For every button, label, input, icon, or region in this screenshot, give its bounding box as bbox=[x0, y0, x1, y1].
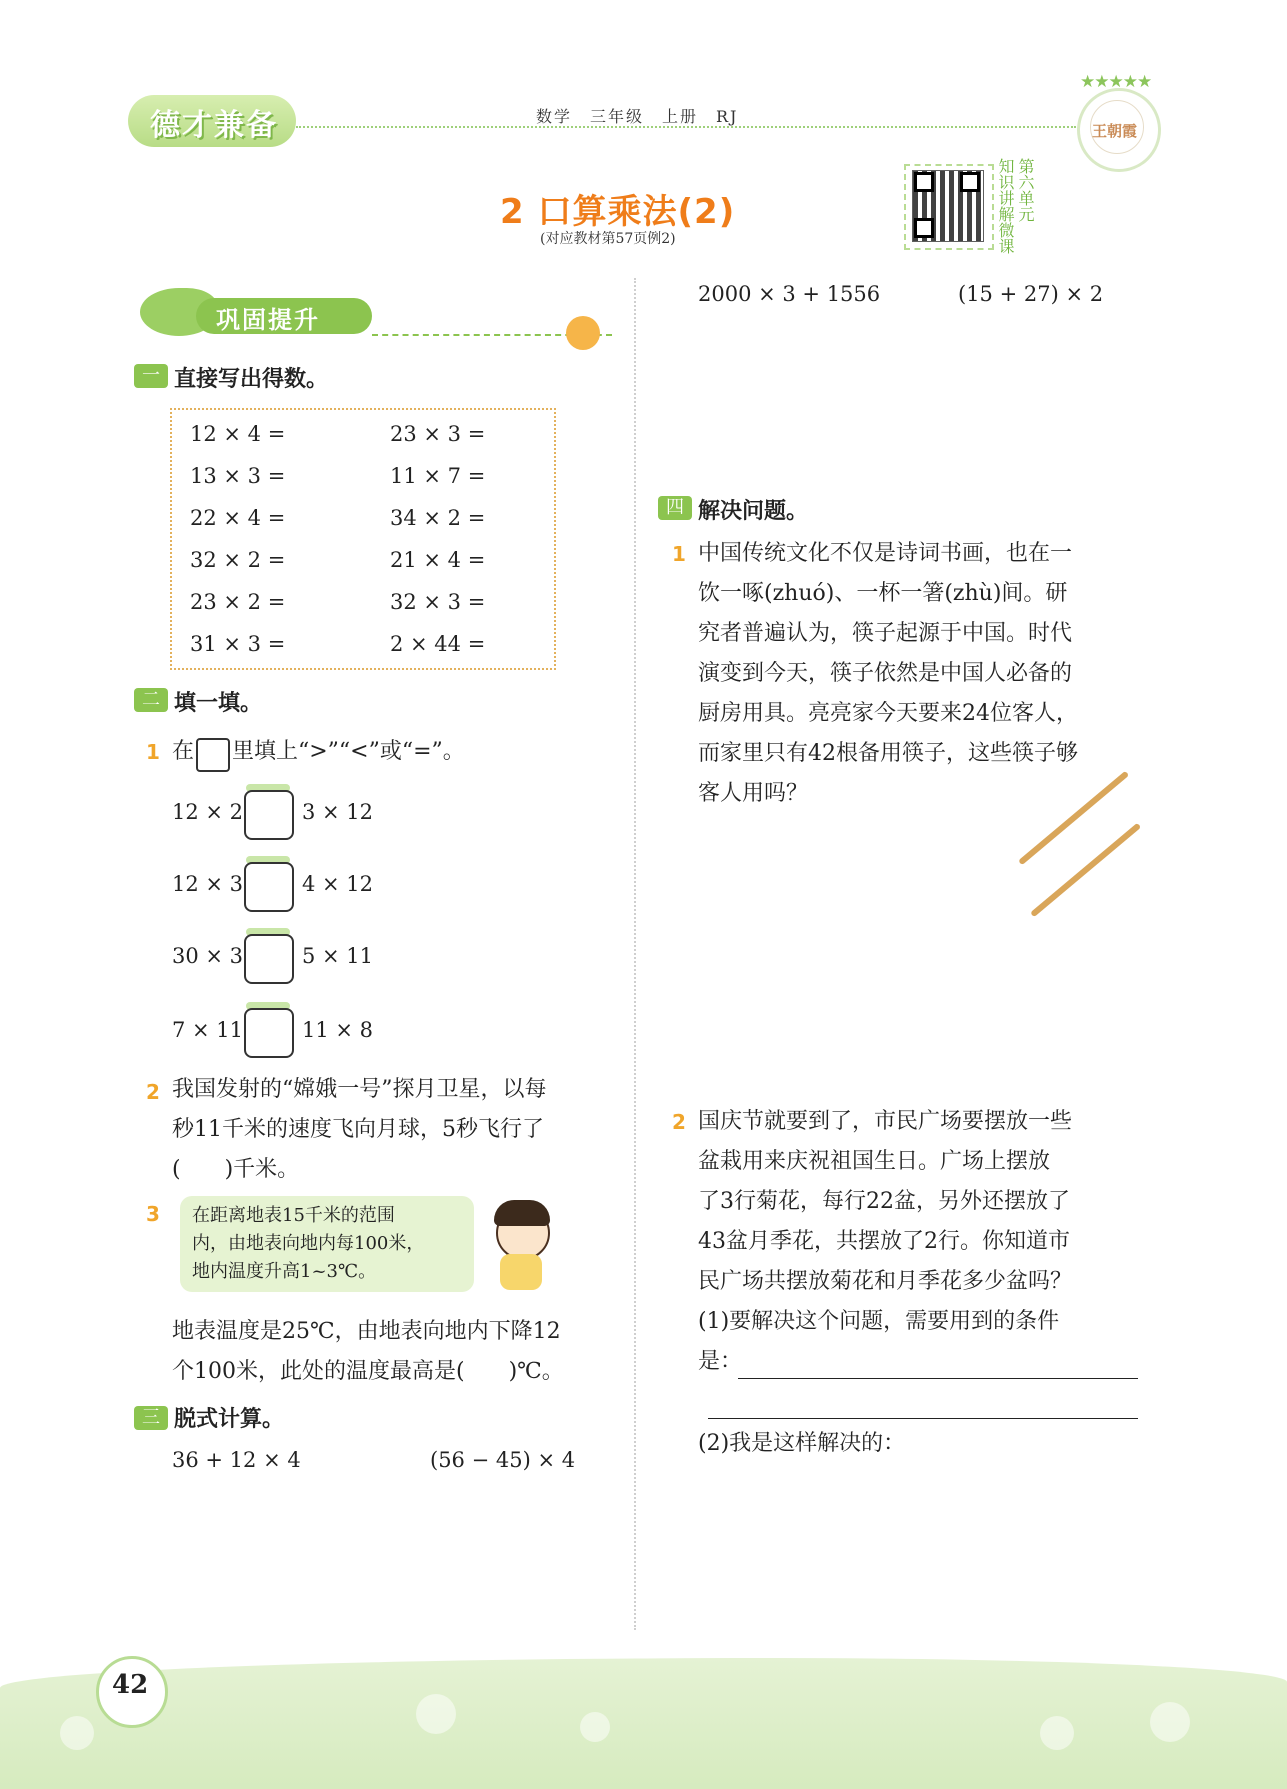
calc-item: 11 × 7 = bbox=[390, 464, 486, 488]
calc-item: 12 × 4 = bbox=[190, 422, 286, 446]
question-line: ( )千米。 bbox=[172, 1157, 300, 1182]
footer-wave bbox=[0, 1658, 1287, 1789]
compare-right: 5 × 11 bbox=[302, 944, 374, 968]
stars-icon: ★★★★★ bbox=[1080, 72, 1152, 92]
calc-item: 23 × 3 = bbox=[390, 422, 486, 446]
problem-line: (1)要解决这个问题，需要用到的条件 bbox=[698, 1309, 1060, 1334]
page-subtitle: (对应教材第57页例2) bbox=[540, 231, 676, 247]
bubble-decoration bbox=[580, 1712, 610, 1742]
question-number: 1 bbox=[672, 542, 686, 566]
compare-left: 12 × 2 bbox=[172, 800, 244, 824]
qr-label-knowledge: 知识讲解微课 bbox=[996, 158, 1015, 254]
question-text: 里填上“>”“<”或“=”。 bbox=[232, 739, 465, 764]
section-badge-4: 四 bbox=[658, 496, 692, 520]
section-badge-3: 三 bbox=[134, 1406, 168, 1430]
compare-input[interactable] bbox=[244, 934, 294, 984]
compare-input[interactable] bbox=[244, 790, 294, 840]
section-title-1: 直接写出得数。 bbox=[174, 367, 329, 392]
section-badge-1: 一 bbox=[134, 364, 168, 388]
oral-expression: 36 + 12 × 4 bbox=[172, 1448, 301, 1472]
question-line: 个100米，此处的温度最高是( )℃。 bbox=[172, 1359, 564, 1384]
compare-input[interactable] bbox=[244, 862, 294, 912]
question-text: 在 bbox=[172, 739, 195, 764]
problem-line: 而家里只有42根备用筷子，这些筷子够 bbox=[698, 741, 1078, 766]
oral-expression: 2000 × 3 + 1556 bbox=[698, 282, 881, 306]
calc-box bbox=[170, 408, 556, 670]
qr-corner bbox=[914, 172, 934, 192]
calc-item: 34 × 2 = bbox=[390, 506, 486, 530]
boy-hair bbox=[494, 1200, 550, 1226]
answer-line[interactable] bbox=[708, 1418, 1138, 1419]
section-title-3: 脱式计算。 bbox=[174, 1407, 285, 1432]
question-number: 1 bbox=[146, 740, 160, 764]
calc-item: 23 × 2 = bbox=[190, 590, 286, 614]
problem-line: 客人用吗？ bbox=[698, 781, 809, 806]
question-line: 地表温度是25℃，由地表向地内下降12 bbox=[172, 1319, 561, 1344]
compare-right: 11 × 8 bbox=[302, 1018, 374, 1042]
bubble-line: 地内温度升高1~3℃。 bbox=[192, 1261, 377, 1282]
problem-line: (2)我是这样解决的： bbox=[698, 1431, 906, 1456]
problem-line: 究者普遍认为，筷子起源于中国。时代 bbox=[698, 621, 1073, 646]
section-title-2: 填一填。 bbox=[174, 691, 263, 716]
calc-item: 32 × 3 = bbox=[390, 590, 486, 614]
compare-left: 7 × 11 bbox=[172, 1018, 244, 1042]
compare-input[interactable] bbox=[244, 1008, 294, 1058]
question-number: 2 bbox=[672, 1110, 686, 1134]
calc-item: 21 × 4 = bbox=[390, 548, 486, 572]
seal-text: 王朝霞 bbox=[1092, 122, 1138, 140]
column-divider bbox=[634, 278, 636, 1630]
bubble-line: 在距离地表15千米的范围 bbox=[192, 1205, 395, 1226]
problem-line: 盆栽用来庆祝祖国生日。广场上摆放 bbox=[698, 1149, 1051, 1174]
calc-item: 31 × 3 = bbox=[190, 632, 286, 656]
qr-corner bbox=[960, 172, 980, 192]
problem-line: 饮一啄(zhuó)、一杯一箸(zhù)间。研 bbox=[698, 581, 1068, 606]
problem-line: 43盆月季花，共摆放了2行。你知道市 bbox=[698, 1229, 1070, 1254]
oral-expression: (56 − 45) × 4 bbox=[430, 1448, 576, 1472]
problem-line: 厨房用具。亮亮家今天要来24位客人， bbox=[698, 701, 1078, 726]
bubble-decoration bbox=[1040, 1716, 1074, 1750]
sun-icon bbox=[566, 316, 600, 350]
section-badge-2: 二 bbox=[134, 688, 168, 712]
answer-box-sample bbox=[196, 738, 230, 772]
compare-right: 4 × 12 bbox=[302, 872, 374, 896]
problem-line: 是： bbox=[698, 1349, 743, 1374]
question-number: 2 bbox=[146, 1080, 160, 1104]
problem-line: 了3行菊花，每行22盆，另外还摆放了 bbox=[698, 1189, 1070, 1214]
calc-item: 32 × 2 = bbox=[190, 548, 286, 572]
bubble-decoration bbox=[1150, 1702, 1190, 1742]
problem-line: 中国传统文化不仅是诗词书画，也在一 bbox=[698, 541, 1073, 566]
compare-right: 3 × 12 bbox=[302, 800, 374, 824]
answer-line[interactable] bbox=[738, 1378, 1138, 1379]
calc-item: 22 × 4 = bbox=[190, 506, 286, 530]
bubble-line: 内，由地表向地内每100米， bbox=[192, 1233, 425, 1254]
problem-line: 国庆节就要到了，市民广场要摆放一些 bbox=[698, 1109, 1073, 1134]
boy-body bbox=[500, 1254, 542, 1290]
problem-line: 演变到今天，筷子依然是中国人必备的 bbox=[698, 661, 1073, 686]
calc-item: 13 × 3 = bbox=[190, 464, 286, 488]
page-number: 42 bbox=[112, 1670, 149, 1700]
question-line: 秒11千米的速度飞向月球，5秒飞行了 bbox=[172, 1117, 544, 1142]
section-title-4: 解决问题。 bbox=[698, 499, 809, 524]
logo-text: 德才兼备 bbox=[150, 108, 278, 143]
question-number: 3 bbox=[146, 1202, 160, 1226]
oral-expression: (15 + 27) × 2 bbox=[958, 282, 1104, 306]
question-line: 我国发射的“嫦娥一号”探月卫星，以每 bbox=[172, 1077, 547, 1102]
qr-corner bbox=[914, 218, 934, 238]
compare-left: 12 × 3 bbox=[172, 872, 244, 896]
calc-item: 2 × 44 = bbox=[390, 632, 486, 656]
bubble-decoration bbox=[60, 1716, 94, 1750]
bubble-decoration bbox=[416, 1694, 456, 1734]
qr-label-unit: 第六单元 bbox=[1016, 158, 1035, 222]
header-info: 数学 三年级 上册 RJ bbox=[536, 107, 739, 126]
compare-left: 30 × 3 bbox=[172, 944, 244, 968]
section-banner: 巩固提升 bbox=[216, 306, 320, 334]
page-title: 2 口算乘法(2) bbox=[500, 192, 736, 232]
problem-line: 民广场共摆放菊花和月季花多少盆吗？ bbox=[698, 1269, 1073, 1294]
